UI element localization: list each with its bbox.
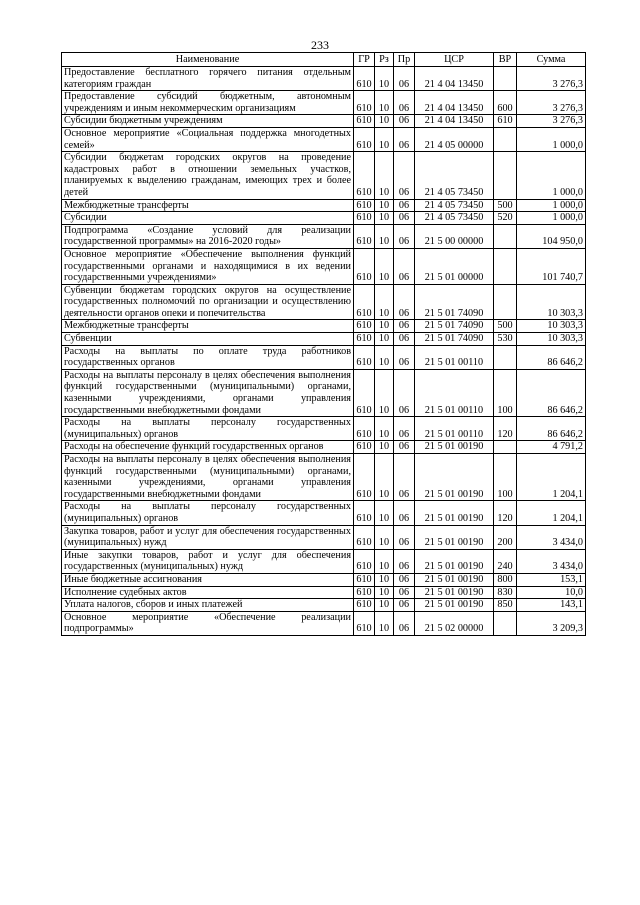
cell-name: Исполнение судебных актов	[62, 586, 354, 599]
table-row	[62, 501, 586, 525]
cell-csr: 21 5 01 74090	[415, 320, 494, 333]
cell-csr: 21 5 01 00190	[415, 599, 494, 612]
cell-vr: 120	[494, 417, 517, 441]
cell-pr: 06	[394, 369, 415, 416]
cell-rz: 10	[375, 91, 394, 115]
table-row	[62, 369, 586, 416]
header-sum: Сумма	[517, 53, 586, 67]
cell-name: Закупка товаров, работ и услуг для обеспечения государственных (муниципальных) нужд	[62, 525, 354, 549]
cell-pr: 06	[394, 441, 415, 454]
table-row	[62, 345, 586, 369]
cell-pr: 06	[394, 199, 415, 212]
table-row	[62, 333, 586, 346]
header-rz: Рз	[375, 53, 394, 67]
table-row	[62, 115, 586, 128]
cell-rz: 10	[375, 549, 394, 573]
cell-name: Расходы на выплаты персоналу государственных (муниципальных) органов	[62, 417, 354, 441]
cell-csr: 21 5 01 00000	[415, 248, 494, 284]
table-row	[62, 152, 586, 199]
cell-name: Основное мероприятие «Обеспечение выполнения функций государственными органами и находящимися в их ведении государственными учреждениями»	[62, 248, 354, 284]
cell-vr: 240	[494, 549, 517, 573]
cell-vr	[494, 284, 517, 320]
cell-gr: 610	[354, 248, 375, 284]
cell-vr	[494, 345, 517, 369]
cell-pr: 06	[394, 345, 415, 369]
cell-rz: 10	[375, 152, 394, 199]
table-row	[62, 127, 586, 151]
cell-pr: 06	[394, 501, 415, 525]
cell-sum: 1 000,0	[517, 212, 586, 225]
cell-sum: 1 000,0	[517, 127, 586, 151]
cell-vr: 850	[494, 599, 517, 612]
cell-rz: 10	[375, 599, 394, 612]
cell-name: Межбюджетные трансферты	[62, 320, 354, 333]
cell-gr: 610	[354, 454, 375, 501]
cell-name: Подпрограмма «Создание условий для реализации государственной программы» на 2016-2020 годы»	[62, 224, 354, 248]
cell-sum: 86 646,2	[517, 369, 586, 416]
table-row	[62, 224, 586, 248]
cell-rz: 10	[375, 454, 394, 501]
budget-table	[61, 52, 586, 636]
header-pr: Пр	[394, 53, 415, 67]
cell-gr: 610	[354, 611, 375, 635]
cell-csr: 21 5 01 00190	[415, 573, 494, 586]
cell-rz: 10	[375, 248, 394, 284]
cell-sum: 3 434,0	[517, 549, 586, 573]
cell-vr: 100	[494, 369, 517, 416]
cell-gr: 610	[354, 599, 375, 612]
cell-gr: 610	[354, 369, 375, 416]
cell-vr: 610	[494, 115, 517, 128]
cell-pr: 06	[394, 611, 415, 635]
cell-rz: 10	[375, 611, 394, 635]
cell-gr: 610	[354, 127, 375, 151]
cell-vr	[494, 67, 517, 91]
cell-sum: 3 434,0	[517, 525, 586, 549]
cell-rz: 10	[375, 224, 394, 248]
cell-rz: 10	[375, 441, 394, 454]
cell-name: Основное мероприятие «Социальная поддержка многодетных семей»	[62, 127, 354, 151]
cell-vr	[494, 441, 517, 454]
cell-vr: 830	[494, 586, 517, 599]
cell-name: Расходы на обеспечение функций государственных органов	[62, 441, 354, 454]
cell-pr: 06	[394, 212, 415, 225]
cell-sum: 86 646,2	[517, 345, 586, 369]
cell-vr	[494, 248, 517, 284]
cell-vr: 800	[494, 573, 517, 586]
header-vr: ВР	[494, 53, 517, 67]
cell-sum: 153,1	[517, 573, 586, 586]
cell-gr: 610	[354, 525, 375, 549]
cell-name: Расходы на выплаты персоналу в целях обеспечения выполнения функций государственными (муниципальными) органами, казенными учреждениями, органами управления государственными внебюджетными фондами	[62, 454, 354, 501]
cell-gr: 610	[354, 333, 375, 346]
cell-name: Иные закупки товаров, работ и услуг для обеспечения государственных (муниципальных) нужд	[62, 549, 354, 573]
cell-pr: 06	[394, 454, 415, 501]
cell-gr: 610	[354, 67, 375, 91]
cell-sum: 3 276,3	[517, 115, 586, 128]
cell-pr: 06	[394, 573, 415, 586]
table-row	[62, 611, 586, 635]
cell-csr: 21 5 01 00190	[415, 586, 494, 599]
cell-csr: 21 4 05 73450	[415, 152, 494, 199]
cell-gr: 610	[354, 501, 375, 525]
cell-name: Расходы на выплаты персоналу в целях обеспечения выполнения функций государственными (муниципальными) органами, казенными учреждениями, органами управления государственными внебюджетными фондами	[62, 369, 354, 416]
cell-pr: 06	[394, 67, 415, 91]
cell-pr: 06	[394, 224, 415, 248]
cell-csr: 21 4 05 73450	[415, 199, 494, 212]
cell-rz: 10	[375, 333, 394, 346]
cell-pr: 06	[394, 586, 415, 599]
cell-name: Расходы на выплаты по оплате труда работников государственных органов	[62, 345, 354, 369]
cell-rz: 10	[375, 199, 394, 212]
cell-name: Расходы на выплаты персоналу государственных (муниципальных) органов	[62, 501, 354, 525]
cell-vr: 520	[494, 212, 517, 225]
header-csr: ЦСР	[415, 53, 494, 67]
cell-rz: 10	[375, 417, 394, 441]
table-row	[62, 549, 586, 573]
cell-csr: 21 4 04 13450	[415, 115, 494, 128]
cell-name: Субвенции бюджетам городских округов на осуществление государственных полномочий по организации и осуществлению деятельности органов опеки и попечительства	[62, 284, 354, 320]
cell-rz: 10	[375, 284, 394, 320]
cell-csr: 21 5 01 00190	[415, 501, 494, 525]
cell-pr: 06	[394, 525, 415, 549]
cell-csr: 21 5 02 00000	[415, 611, 494, 635]
cell-name: Субсидии бюджетам городских округов на проведение кадастровых работ в отношении земельных участков, планируемых к выделению гражданам, имеющих трех и более детей	[62, 152, 354, 199]
cell-rz: 10	[375, 525, 394, 549]
cell-gr: 610	[354, 345, 375, 369]
cell-gr: 610	[354, 152, 375, 199]
cell-sum: 4 791,2	[517, 441, 586, 454]
cell-rz: 10	[375, 345, 394, 369]
cell-name: Субсидии	[62, 212, 354, 225]
cell-pr: 06	[394, 284, 415, 320]
cell-pr: 06	[394, 599, 415, 612]
cell-csr: 21 5 01 00190	[415, 549, 494, 573]
cell-gr: 610	[354, 284, 375, 320]
cell-sum: 104 950,0	[517, 224, 586, 248]
cell-pr: 06	[394, 549, 415, 573]
cell-name: Основное мероприятие «Обеспечение реализации подпрограммы»	[62, 611, 354, 635]
cell-sum: 1 204,1	[517, 454, 586, 501]
table-row	[62, 284, 586, 320]
cell-gr: 610	[354, 417, 375, 441]
cell-rz: 10	[375, 369, 394, 416]
cell-gr: 610	[354, 573, 375, 586]
cell-sum: 86 646,2	[517, 417, 586, 441]
cell-csr: 21 4 04 13450	[415, 67, 494, 91]
cell-pr: 06	[394, 333, 415, 346]
cell-sum: 1 000,0	[517, 152, 586, 199]
cell-pr: 06	[394, 91, 415, 115]
cell-vr: 120	[494, 501, 517, 525]
cell-rz: 10	[375, 67, 394, 91]
cell-vr	[494, 224, 517, 248]
table-row	[62, 91, 586, 115]
cell-csr: 21 5 01 00190	[415, 525, 494, 549]
table-header-row	[62, 53, 586, 67]
table-row	[62, 199, 586, 212]
cell-pr: 06	[394, 115, 415, 128]
header-gr: ГР	[354, 53, 375, 67]
cell-name: Предоставление субсидий бюджетным, автономным учреждениям и иным некоммерческим организациям	[62, 91, 354, 115]
cell-gr: 610	[354, 212, 375, 225]
cell-gr: 610	[354, 91, 375, 115]
cell-csr: 21 5 01 00190	[415, 441, 494, 454]
cell-gr: 610	[354, 549, 375, 573]
cell-sum: 143,1	[517, 599, 586, 612]
cell-csr: 21 5 01 00190	[415, 454, 494, 501]
cell-rz: 10	[375, 586, 394, 599]
cell-name: Иные бюджетные ассигнования	[62, 573, 354, 586]
cell-csr: 21 4 04 13450	[415, 91, 494, 115]
cell-name: Предоставление бесплатного горячего питания отдельным категориям граждан	[62, 67, 354, 91]
cell-sum: 10 303,3	[517, 284, 586, 320]
cell-rz: 10	[375, 573, 394, 586]
header-name: Наименование	[62, 53, 354, 67]
table-row	[62, 441, 586, 454]
cell-csr: 21 5 01 00110	[415, 345, 494, 369]
table-row	[62, 417, 586, 441]
cell-sum: 10 303,3	[517, 333, 586, 346]
cell-rz: 10	[375, 115, 394, 128]
cell-rz: 10	[375, 501, 394, 525]
table-row	[62, 599, 586, 612]
cell-sum: 1 000,0	[517, 199, 586, 212]
cell-name: Субсидии бюджетным учреждениям	[62, 115, 354, 128]
table-body	[62, 67, 586, 636]
cell-pr: 06	[394, 320, 415, 333]
cell-csr: 21 5 01 74090	[415, 333, 494, 346]
cell-name: Межбюджетные трансферты	[62, 199, 354, 212]
cell-vr: 500	[494, 199, 517, 212]
table-row	[62, 248, 586, 284]
cell-name: Уплата налогов, сборов и иных платежей	[62, 599, 354, 612]
cell-vr: 200	[494, 525, 517, 549]
cell-gr: 610	[354, 320, 375, 333]
cell-csr: 21 4 05 73450	[415, 212, 494, 225]
cell-vr	[494, 152, 517, 199]
cell-pr: 06	[394, 127, 415, 151]
page-number: 233	[311, 38, 329, 52]
cell-sum: 3 276,3	[517, 67, 586, 91]
table-row	[62, 320, 586, 333]
cell-vr: 100	[494, 454, 517, 501]
cell-vr: 500	[494, 320, 517, 333]
cell-rz: 10	[375, 127, 394, 151]
cell-pr: 06	[394, 248, 415, 284]
cell-gr: 610	[354, 586, 375, 599]
table-row	[62, 525, 586, 549]
cell-csr: 21 5 01 74090	[415, 284, 494, 320]
cell-csr: 21 4 05 00000	[415, 127, 494, 151]
cell-sum: 10 303,3	[517, 320, 586, 333]
cell-pr: 06	[394, 152, 415, 199]
cell-pr: 06	[394, 417, 415, 441]
table-row	[62, 212, 586, 225]
cell-gr: 610	[354, 199, 375, 212]
cell-vr: 600	[494, 91, 517, 115]
table-row	[62, 573, 586, 586]
cell-sum: 3 209,3	[517, 611, 586, 635]
cell-vr	[494, 611, 517, 635]
cell-gr: 610	[354, 115, 375, 128]
table-row	[62, 67, 586, 91]
cell-csr: 21 5 01 00110	[415, 417, 494, 441]
cell-rz: 10	[375, 212, 394, 225]
cell-csr: 21 5 01 00110	[415, 369, 494, 416]
cell-sum: 10,0	[517, 586, 586, 599]
cell-rz: 10	[375, 320, 394, 333]
table-row	[62, 586, 586, 599]
cell-csr: 21 5 00 00000	[415, 224, 494, 248]
table-row	[62, 454, 586, 501]
cell-sum: 101 740,7	[517, 248, 586, 284]
cell-vr: 530	[494, 333, 517, 346]
cell-vr	[494, 127, 517, 151]
cell-gr: 610	[354, 224, 375, 248]
cell-gr: 610	[354, 441, 375, 454]
cell-name: Субвенции	[62, 333, 354, 346]
cell-sum: 3 276,3	[517, 91, 586, 115]
cell-sum: 1 204,1	[517, 501, 586, 525]
